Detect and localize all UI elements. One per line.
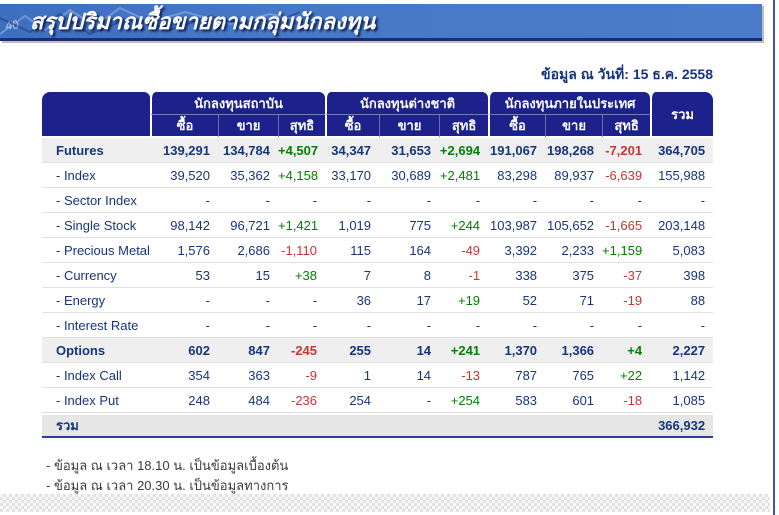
value-cell: 787 bbox=[488, 363, 545, 388]
value-cell: 36 bbox=[325, 288, 379, 313]
value-cell: 583 bbox=[488, 388, 545, 413]
value-cell: - bbox=[278, 188, 325, 213]
value-cell: +2,481 bbox=[439, 163, 488, 188]
value-cell: -37 bbox=[602, 263, 650, 288]
page-title: สรุปปริมาณซื้อขายตามกลุ่มนักลงทุน bbox=[30, 9, 376, 34]
empty-cell bbox=[488, 413, 545, 438]
value-cell: 254 bbox=[325, 388, 379, 413]
value-cell: +1,421 bbox=[278, 213, 325, 238]
empty-cell bbox=[218, 413, 278, 438]
empty-cell bbox=[150, 413, 218, 438]
value-cell: 255 bbox=[325, 338, 379, 363]
value-cell: 33,170 bbox=[325, 163, 379, 188]
value-cell: - bbox=[439, 188, 488, 213]
value-cell: 847 bbox=[218, 338, 278, 363]
value-cell: - bbox=[602, 313, 650, 338]
value-cell: - bbox=[218, 313, 278, 338]
value-cell: +2,694 bbox=[439, 138, 488, 163]
table-row bbox=[42, 313, 713, 338]
table-row bbox=[42, 163, 713, 188]
sub-header-net: สุทธิ bbox=[278, 115, 325, 138]
value-cell: 1,370 bbox=[488, 338, 545, 363]
value-cell: - bbox=[218, 188, 278, 213]
value-cell: 338 bbox=[488, 263, 545, 288]
value-cell: 98,142 bbox=[150, 213, 218, 238]
total-cell: 364,705 bbox=[650, 138, 713, 163]
sub-header-sell: ขาย bbox=[379, 115, 439, 138]
value-cell: 52 bbox=[488, 288, 545, 313]
value-cell: +254 bbox=[439, 388, 488, 413]
sub-header-sell: ขาย bbox=[545, 115, 602, 138]
value-cell: 602 bbox=[150, 338, 218, 363]
row-label: - Interest Rate bbox=[42, 313, 150, 338]
value-cell: 765 bbox=[545, 363, 602, 388]
value-cell: - bbox=[545, 313, 602, 338]
value-cell: 1,019 bbox=[325, 213, 379, 238]
value-cell: -9 bbox=[278, 363, 325, 388]
bottom-pattern-bar bbox=[0, 494, 770, 512]
value-cell: 1 bbox=[325, 363, 379, 388]
total-cell: 88 bbox=[650, 288, 713, 313]
value-cell: - bbox=[379, 388, 439, 413]
total-cell: 1,085 bbox=[650, 388, 713, 413]
table-row bbox=[42, 338, 713, 363]
group-header-domestic: นักลงทุนภายในประเทศ bbox=[488, 92, 650, 115]
value-cell: +1,159 bbox=[602, 238, 650, 263]
row-label: - Index Put bbox=[42, 388, 150, 413]
investor-summary-table bbox=[42, 92, 713, 438]
value-cell: 484 bbox=[218, 388, 278, 413]
value-cell: +19 bbox=[439, 288, 488, 313]
value-cell: 3,392 bbox=[488, 238, 545, 263]
value-cell: 34,347 bbox=[325, 138, 379, 163]
value-cell: 96,721 bbox=[218, 213, 278, 238]
grand-total-label: รวม bbox=[42, 413, 150, 438]
value-cell: - bbox=[218, 288, 278, 313]
value-cell: -6,639 bbox=[602, 163, 650, 188]
value-cell: - bbox=[325, 188, 379, 213]
value-cell: -49 bbox=[439, 238, 488, 263]
footnotes bbox=[46, 456, 289, 496]
table-row bbox=[42, 188, 713, 213]
empty-cell bbox=[278, 413, 325, 438]
value-cell: 105,652 bbox=[545, 213, 602, 238]
value-cell: 2,686 bbox=[218, 238, 278, 263]
row-label: Futures bbox=[42, 138, 150, 163]
value-cell: 363 bbox=[218, 363, 278, 388]
value-cell: 31,653 bbox=[379, 138, 439, 163]
table-row bbox=[42, 288, 713, 313]
table-row bbox=[42, 363, 713, 388]
grand-total-value: 366,932 bbox=[650, 413, 713, 438]
group-header-foreign: นักลงทุนต่างชาติ bbox=[325, 92, 488, 115]
value-cell: -1,110 bbox=[278, 238, 325, 263]
data-date-label: ข้อมูล ณ วันที่: 15 ธ.ค. 2558 bbox=[541, 66, 713, 82]
empty-cell bbox=[439, 413, 488, 438]
value-cell: 2,233 bbox=[545, 238, 602, 263]
value-cell: - bbox=[488, 313, 545, 338]
value-cell: 191,067 bbox=[488, 138, 545, 163]
value-cell: 1,576 bbox=[150, 238, 218, 263]
table-row bbox=[42, 263, 713, 288]
value-cell: - bbox=[150, 288, 218, 313]
value-cell: 375 bbox=[545, 263, 602, 288]
total-cell: - bbox=[650, 313, 713, 338]
value-cell: - bbox=[602, 188, 650, 213]
value-cell: -7,201 bbox=[602, 138, 650, 163]
value-cell: 8 bbox=[379, 263, 439, 288]
total-cell: 1,142 bbox=[650, 363, 713, 388]
sub-header-sell: ขาย bbox=[218, 115, 278, 138]
value-cell: +4,158 bbox=[278, 163, 325, 188]
row-label: - Sector Index bbox=[42, 188, 150, 213]
value-cell: 139,291 bbox=[150, 138, 218, 163]
value-cell: 198,268 bbox=[545, 138, 602, 163]
row-label: - Currency bbox=[42, 263, 150, 288]
row-label: - Index bbox=[42, 163, 150, 188]
value-cell: 115 bbox=[325, 238, 379, 263]
right-border-line bbox=[773, 0, 775, 515]
value-cell: - bbox=[150, 188, 218, 213]
value-cell: 83,298 bbox=[488, 163, 545, 188]
table-row bbox=[42, 388, 713, 413]
value-cell: -245 bbox=[278, 338, 325, 363]
value-cell: 103,987 bbox=[488, 213, 545, 238]
value-cell: +4 bbox=[602, 338, 650, 363]
empty-cell bbox=[379, 413, 439, 438]
value-cell: - bbox=[278, 288, 325, 313]
total-cell: 203,148 bbox=[650, 213, 713, 238]
sub-header-buy: ซื้อ bbox=[325, 115, 379, 138]
svg-text:40: 40 bbox=[4, 17, 20, 33]
row-label: Options bbox=[42, 338, 150, 363]
value-cell: 775 bbox=[379, 213, 439, 238]
corner-header-cell bbox=[42, 92, 150, 138]
total-cell: - bbox=[650, 188, 713, 213]
value-cell: 89,937 bbox=[545, 163, 602, 188]
value-cell: 134,784 bbox=[218, 138, 278, 163]
sub-header-buy: ซื้อ bbox=[488, 115, 545, 138]
value-cell: +38 bbox=[278, 263, 325, 288]
value-cell: 7 bbox=[325, 263, 379, 288]
value-cell: +241 bbox=[439, 338, 488, 363]
table-row bbox=[42, 138, 713, 163]
value-cell: 354 bbox=[150, 363, 218, 388]
empty-cell bbox=[325, 413, 379, 438]
value-cell: 14 bbox=[379, 363, 439, 388]
value-cell: -236 bbox=[278, 388, 325, 413]
value-cell: 164 bbox=[379, 238, 439, 263]
group-header-institutional: นักลงทุนสถาบัน bbox=[150, 92, 325, 115]
table-row bbox=[42, 213, 713, 238]
value-cell: 35,362 bbox=[218, 163, 278, 188]
value-cell: 14 bbox=[379, 338, 439, 363]
value-cell: -1 bbox=[439, 263, 488, 288]
value-cell: - bbox=[325, 313, 379, 338]
sub-header-buy: ซื้อ bbox=[150, 115, 218, 138]
total-cell: 155,988 bbox=[650, 163, 713, 188]
value-cell: +244 bbox=[439, 213, 488, 238]
grand-total-row bbox=[42, 413, 713, 438]
total-cell: 5,083 bbox=[650, 238, 713, 263]
value-cell: - bbox=[488, 188, 545, 213]
value-cell: - bbox=[379, 188, 439, 213]
row-label: - Index Call bbox=[42, 363, 150, 388]
value-cell: 71 bbox=[545, 288, 602, 313]
table-body bbox=[42, 138, 713, 438]
value-cell: -1,665 bbox=[602, 213, 650, 238]
value-cell: -19 bbox=[602, 288, 650, 313]
empty-cell bbox=[602, 413, 650, 438]
value-cell: 601 bbox=[545, 388, 602, 413]
table-row bbox=[42, 238, 713, 263]
value-cell: 1,366 bbox=[545, 338, 602, 363]
value-cell: 15 bbox=[218, 263, 278, 288]
sub-header-net: สุทธิ bbox=[439, 115, 488, 138]
sub-header-net: สุทธิ bbox=[602, 115, 650, 138]
total-cell: 398 bbox=[650, 263, 713, 288]
value-cell: - bbox=[150, 313, 218, 338]
value-cell: 30,689 bbox=[379, 163, 439, 188]
value-cell: -18 bbox=[602, 388, 650, 413]
value-cell: - bbox=[278, 313, 325, 338]
title-banner bbox=[0, 4, 762, 41]
value-cell: -13 bbox=[439, 363, 488, 388]
total-cell: 2,227 bbox=[650, 338, 713, 363]
value-cell: - bbox=[545, 188, 602, 213]
footnote-line: - ข้อมูล ณ เวลา 18.10 น. เป็นข้อมูลเบื้องต้น bbox=[46, 458, 289, 473]
value-cell: 39,520 bbox=[150, 163, 218, 188]
value-cell: - bbox=[439, 313, 488, 338]
empty-cell bbox=[545, 413, 602, 438]
value-cell: 53 bbox=[150, 263, 218, 288]
value-cell: 248 bbox=[150, 388, 218, 413]
footnote-line: - ข้อมูล ณ เวลา 20.30 น. เป็นข้อมูลทางการ bbox=[46, 478, 289, 493]
total-column-header: รวม bbox=[650, 92, 713, 138]
row-label: - Single Stock bbox=[42, 213, 150, 238]
value-cell: +4,507 bbox=[278, 138, 325, 163]
value-cell: 17 bbox=[379, 288, 439, 313]
row-label: - Energy bbox=[42, 288, 150, 313]
row-label: - Precious Metal bbox=[42, 238, 150, 263]
value-cell: +22 bbox=[602, 363, 650, 388]
value-cell: - bbox=[379, 313, 439, 338]
